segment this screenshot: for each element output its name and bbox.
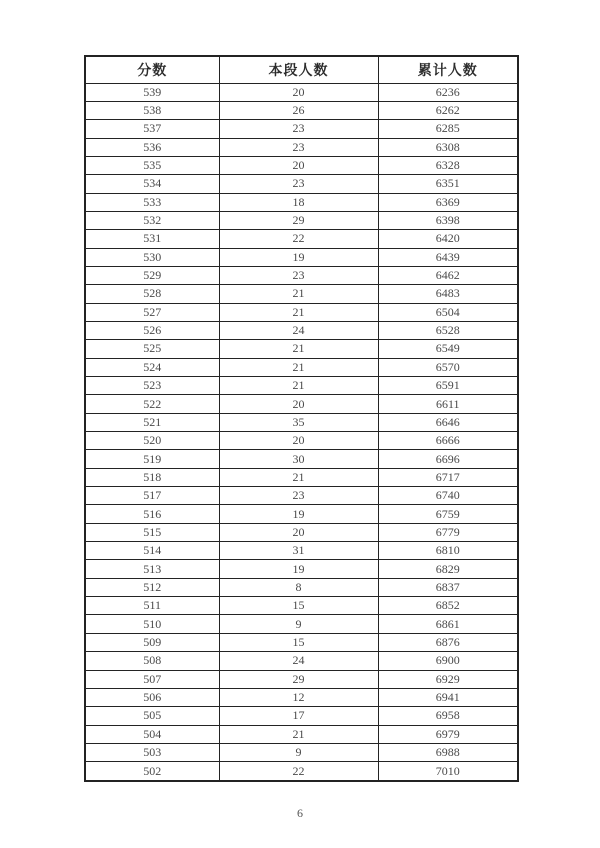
segment-count-cell: 23 bbox=[219, 138, 378, 156]
table-row bbox=[85, 670, 518, 688]
table-row bbox=[85, 266, 518, 284]
table-row bbox=[85, 395, 518, 413]
score-cell: 508 bbox=[85, 652, 219, 670]
table-row bbox=[85, 285, 518, 303]
segment-count-cell: 20 bbox=[219, 83, 378, 101]
cumulative-count-cell: 6308 bbox=[378, 138, 518, 156]
segment-count-cell: 21 bbox=[219, 358, 378, 376]
segment-count-cell: 23 bbox=[219, 487, 378, 505]
score-cell: 519 bbox=[85, 450, 219, 468]
cumulative-count-cell: 6900 bbox=[378, 652, 518, 670]
table-row bbox=[85, 523, 518, 541]
cumulative-count-cell: 6462 bbox=[378, 266, 518, 284]
score-cell: 507 bbox=[85, 670, 219, 688]
segment-count-cell: 23 bbox=[219, 175, 378, 193]
score-cell: 527 bbox=[85, 303, 219, 321]
segment-count-cell: 19 bbox=[219, 505, 378, 523]
segment-count-cell: 8 bbox=[219, 578, 378, 596]
cumulative-count-cell: 6852 bbox=[378, 597, 518, 615]
cumulative-count-cell: 6611 bbox=[378, 395, 518, 413]
segment-count-cell: 21 bbox=[219, 468, 378, 486]
table-row bbox=[85, 413, 518, 431]
score-cell: 539 bbox=[85, 83, 219, 101]
table-row bbox=[85, 578, 518, 596]
score-cell: 535 bbox=[85, 156, 219, 174]
column-header-segment-count: 本段人数 bbox=[219, 56, 378, 83]
segment-count-cell: 17 bbox=[219, 707, 378, 725]
segment-count-cell: 26 bbox=[219, 101, 378, 119]
cumulative-count-cell: 6591 bbox=[378, 377, 518, 395]
score-cell: 505 bbox=[85, 707, 219, 725]
segment-count-cell: 24 bbox=[219, 652, 378, 670]
segment-count-cell: 21 bbox=[219, 303, 378, 321]
score-cell: 529 bbox=[85, 266, 219, 284]
cumulative-count-cell: 6398 bbox=[378, 211, 518, 229]
score-distribution-table bbox=[84, 55, 519, 782]
segment-count-cell: 24 bbox=[219, 321, 378, 339]
table-row bbox=[85, 707, 518, 725]
table-row bbox=[85, 101, 518, 119]
table-row bbox=[85, 615, 518, 633]
cumulative-count-cell: 6876 bbox=[378, 633, 518, 651]
cumulative-count-cell: 6837 bbox=[378, 578, 518, 596]
cumulative-count-cell: 6829 bbox=[378, 560, 518, 578]
score-cell: 522 bbox=[85, 395, 219, 413]
table-row bbox=[85, 358, 518, 376]
table-row bbox=[85, 193, 518, 211]
segment-count-cell: 19 bbox=[219, 248, 378, 266]
segment-count-cell: 18 bbox=[219, 193, 378, 211]
score-cell: 530 bbox=[85, 248, 219, 266]
segment-count-cell: 19 bbox=[219, 560, 378, 578]
score-cell: 525 bbox=[85, 340, 219, 358]
score-cell: 536 bbox=[85, 138, 219, 156]
cumulative-count-cell: 6262 bbox=[378, 101, 518, 119]
cumulative-count-cell: 6988 bbox=[378, 743, 518, 761]
segment-count-cell: 21 bbox=[219, 340, 378, 358]
score-cell: 516 bbox=[85, 505, 219, 523]
cumulative-count-cell: 6696 bbox=[378, 450, 518, 468]
segment-count-cell: 29 bbox=[219, 670, 378, 688]
cumulative-count-cell: 6929 bbox=[378, 670, 518, 688]
cumulative-count-cell: 6861 bbox=[378, 615, 518, 633]
score-cell: 506 bbox=[85, 688, 219, 706]
cumulative-count-cell: 6717 bbox=[378, 468, 518, 486]
score-cell: 513 bbox=[85, 560, 219, 578]
score-cell: 521 bbox=[85, 413, 219, 431]
table-row bbox=[85, 743, 518, 761]
table-row bbox=[85, 340, 518, 358]
score-cell: 515 bbox=[85, 523, 219, 541]
table-row bbox=[85, 505, 518, 523]
score-cell: 526 bbox=[85, 321, 219, 339]
table-row bbox=[85, 175, 518, 193]
table-row bbox=[85, 120, 518, 138]
cumulative-count-cell: 6439 bbox=[378, 248, 518, 266]
score-cell: 520 bbox=[85, 432, 219, 450]
table-row bbox=[85, 725, 518, 743]
score-cell: 537 bbox=[85, 120, 219, 138]
score-cell: 518 bbox=[85, 468, 219, 486]
table-row bbox=[85, 450, 518, 468]
score-cell: 512 bbox=[85, 578, 219, 596]
table-row bbox=[85, 321, 518, 339]
segment-count-cell: 21 bbox=[219, 725, 378, 743]
table-body bbox=[85, 83, 518, 781]
segment-count-cell: 30 bbox=[219, 450, 378, 468]
score-cell: 523 bbox=[85, 377, 219, 395]
segment-count-cell: 20 bbox=[219, 395, 378, 413]
segment-count-cell: 22 bbox=[219, 230, 378, 248]
cumulative-count-cell: 7010 bbox=[378, 762, 518, 781]
segment-count-cell: 9 bbox=[219, 743, 378, 761]
cumulative-count-cell: 6810 bbox=[378, 542, 518, 560]
score-cell: 514 bbox=[85, 542, 219, 560]
cumulative-count-cell: 6979 bbox=[378, 725, 518, 743]
segment-count-cell: 12 bbox=[219, 688, 378, 706]
segment-count-cell: 22 bbox=[219, 762, 378, 781]
cumulative-count-cell: 6328 bbox=[378, 156, 518, 174]
score-cell: 531 bbox=[85, 230, 219, 248]
table-row bbox=[85, 211, 518, 229]
score-cell: 528 bbox=[85, 285, 219, 303]
score-cell: 534 bbox=[85, 175, 219, 193]
cumulative-count-cell: 6549 bbox=[378, 340, 518, 358]
table-row bbox=[85, 542, 518, 560]
table-row bbox=[85, 633, 518, 651]
table-row bbox=[85, 377, 518, 395]
score-cell: 509 bbox=[85, 633, 219, 651]
table-row bbox=[85, 156, 518, 174]
table-row bbox=[85, 652, 518, 670]
table-row bbox=[85, 468, 518, 486]
table-row bbox=[85, 432, 518, 450]
cumulative-count-cell: 6285 bbox=[378, 120, 518, 138]
segment-count-cell: 20 bbox=[219, 156, 378, 174]
table-row bbox=[85, 138, 518, 156]
cumulative-count-cell: 6351 bbox=[378, 175, 518, 193]
segment-count-cell: 15 bbox=[219, 633, 378, 651]
table-row bbox=[85, 560, 518, 578]
score-cell: 524 bbox=[85, 358, 219, 376]
score-cell: 511 bbox=[85, 597, 219, 615]
segment-count-cell: 35 bbox=[219, 413, 378, 431]
score-cell: 503 bbox=[85, 743, 219, 761]
table-row bbox=[85, 688, 518, 706]
score-cell: 502 bbox=[85, 762, 219, 781]
table-row bbox=[85, 230, 518, 248]
segment-count-cell: 23 bbox=[219, 266, 378, 284]
cumulative-count-cell: 6483 bbox=[378, 285, 518, 303]
segment-count-cell: 21 bbox=[219, 285, 378, 303]
cumulative-count-cell: 6646 bbox=[378, 413, 518, 431]
cumulative-count-cell: 6759 bbox=[378, 505, 518, 523]
segment-count-cell: 20 bbox=[219, 523, 378, 541]
cumulative-count-cell: 6666 bbox=[378, 432, 518, 450]
table-header-row bbox=[85, 56, 518, 83]
cumulative-count-cell: 6740 bbox=[378, 487, 518, 505]
table-row bbox=[85, 303, 518, 321]
segment-count-cell: 23 bbox=[219, 120, 378, 138]
table-row bbox=[85, 597, 518, 615]
score-cell: 517 bbox=[85, 487, 219, 505]
score-cell: 510 bbox=[85, 615, 219, 633]
table-row bbox=[85, 762, 518, 781]
score-cell: 504 bbox=[85, 725, 219, 743]
cumulative-count-cell: 6504 bbox=[378, 303, 518, 321]
segment-count-cell: 21 bbox=[219, 377, 378, 395]
segment-count-cell: 15 bbox=[219, 597, 378, 615]
column-header-cumulative-count: 累计人数 bbox=[378, 56, 518, 83]
cumulative-count-cell: 6420 bbox=[378, 230, 518, 248]
table-row bbox=[85, 83, 518, 101]
page-number: 6 bbox=[297, 806, 303, 820]
score-cell: 533 bbox=[85, 193, 219, 211]
cumulative-count-cell: 6941 bbox=[378, 688, 518, 706]
cumulative-count-cell: 6958 bbox=[378, 707, 518, 725]
cumulative-count-cell: 6570 bbox=[378, 358, 518, 376]
table-row bbox=[85, 487, 518, 505]
segment-count-cell: 29 bbox=[219, 211, 378, 229]
score-cell: 532 bbox=[85, 211, 219, 229]
cumulative-count-cell: 6779 bbox=[378, 523, 518, 541]
cumulative-count-cell: 6528 bbox=[378, 321, 518, 339]
column-header-score: 分数 bbox=[85, 56, 219, 83]
score-cell: 538 bbox=[85, 101, 219, 119]
cumulative-count-cell: 6369 bbox=[378, 193, 518, 211]
segment-count-cell: 20 bbox=[219, 432, 378, 450]
segment-count-cell: 31 bbox=[219, 542, 378, 560]
table-row bbox=[85, 248, 518, 266]
cumulative-count-cell: 6236 bbox=[378, 83, 518, 101]
segment-count-cell: 9 bbox=[219, 615, 378, 633]
